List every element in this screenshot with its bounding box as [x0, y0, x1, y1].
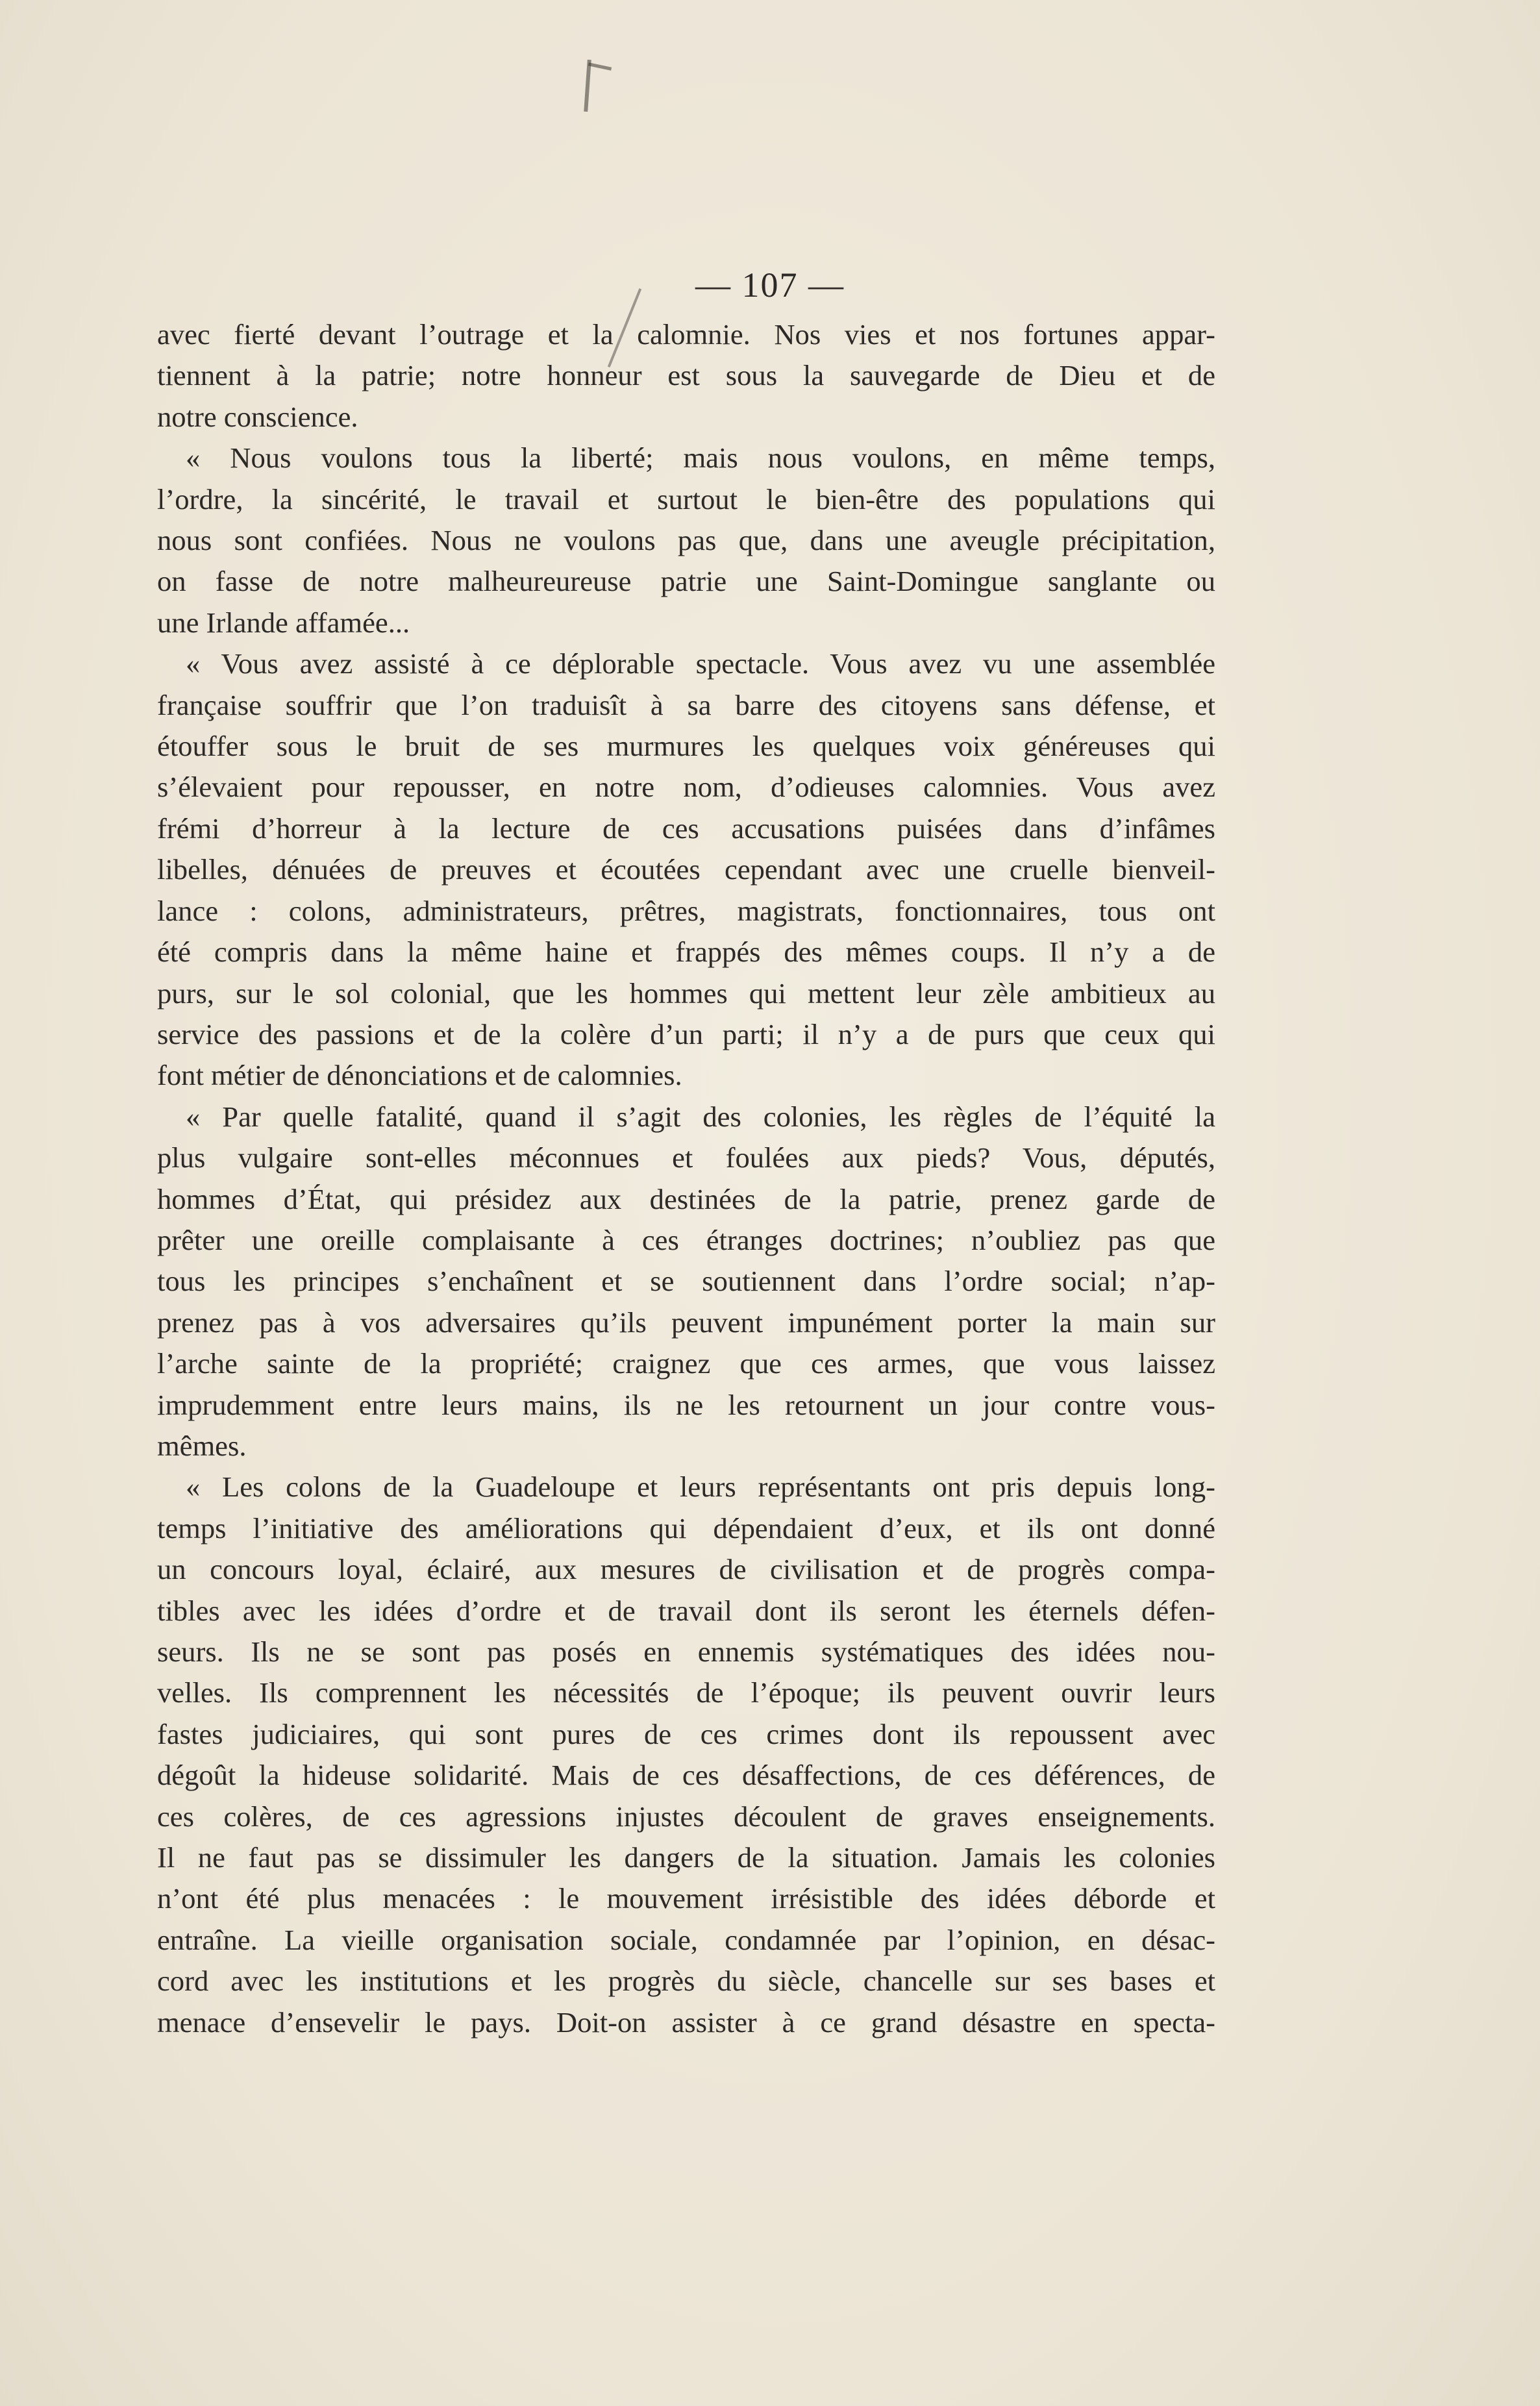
text-line: un concours loyal, éclairé, aux mesures de civilisation et de progrès compa- [157, 1553, 1215, 1586]
text-line: notre conscience. [157, 400, 358, 433]
text-line: prêter une oreille complaisante à ces étranges doctrines; n’oubliez pas que [157, 1223, 1215, 1256]
text-line: plus vulgaire sont-elles méconnues et foulées aux pieds? Vous, députés, [157, 1141, 1215, 1174]
text-line: purs, sur le sol colonial, que les hommes qui mettent leur zèle ambitieux au [157, 976, 1215, 1010]
text-line: l’ordre, la sincérité, le travail et surtout le bien-être des populations qui [157, 482, 1215, 515]
text-line: on fasse de notre malheureureuse patrie une Saint-Domingue sanglante ou [157, 565, 1215, 598]
text-line: française souffrir que l’on traduisît à sa barre des citoyens sans défense, et [157, 688, 1215, 721]
text-line: tiennent à la patrie; notre honneur est sous la sauvegarde de Dieu et de [157, 359, 1215, 392]
text-line: s’élevaient pour repousser, en notre nom, d’odieuses calomnies. Vous avez [157, 771, 1215, 804]
text-line: « Par quelle fatalité, quand il s’agit des colonies, les règles de l’équité la [186, 1100, 1215, 1133]
text-line: frémi d’horreur à la lecture de ces accusations puisées dans d’infâmes [157, 812, 1215, 845]
text-line: Il ne faut pas se dissimuler les dangers de la situation. Jamais les colonies [157, 1841, 1215, 1874]
text-line: imprudemment entre leurs mains, ils ne les retournent un jour contre vous- [157, 1388, 1215, 1421]
text-line: prenez pas à vos adversaires qu’ils peuvent impunément porter la main sur [157, 1306, 1215, 1339]
body-text [157, 314, 1215, 2043]
text-line: une Irlande affamée... [157, 606, 410, 639]
text-line: lance : colons, administrateurs, prêtres, magistrats, fonctionnaires, tous ont [157, 894, 1215, 927]
text-line: étouffer sous le bruit de ses murmures les quelques voix généreuses qui [157, 730, 1215, 763]
ink-mark-top-tail [588, 62, 612, 70]
text-line: nous sont confiées. Nous ne voulons pas que, dans une aveugle précipitation, [157, 524, 1215, 557]
text-line: « Vous avez assisté à ce déplorable spectacle. Vous avez vu une assemblée [186, 647, 1215, 680]
text-line: menace d’ensevelir le pays. Doit-on assister à ce grand désastre en specta- [157, 2005, 1215, 2039]
text-line: n’ont été plus menacées : le mouvement irrésistible des idées déborde et [157, 1882, 1215, 1915]
text-line: dégoût la hideuse solidarité. Mais de ces désaffections, de ces déférences, de [157, 1759, 1215, 1792]
text-line: fastes judiciaires, qui sont pures de ces crimes dont ils repoussent avec [157, 1717, 1215, 1750]
text-line: service des passions et de la colère d’un parti; il n’y a de purs que ceux qui [157, 1017, 1215, 1050]
text-line: « Les colons de la Guadeloupe et leurs représentants ont pris depuis long- [186, 1470, 1215, 1504]
text-line: tous les principes s’enchaînent et se soutiennent dans l’ordre social; n’ap- [157, 1265, 1215, 1298]
text-line: été compris dans la même haine et frappés des mêmes coups. Il n’y a de [157, 936, 1215, 969]
text-line: tibles avec les idées d’ordre et de travail dont ils seront les éternels défen- [157, 1594, 1215, 1627]
text-line: hommes d’État, qui présidez aux destinées de la patrie, prenez garde de [157, 1182, 1215, 1215]
text-line: avec fierté devant l’outrage et la calomnie. Nos vies et nos fortunes appar- [157, 318, 1215, 351]
text-line: mêmes. [157, 1429, 247, 1462]
text-line: seurs. Ils ne se sont pas posés en ennemis systématiques des idées nou- [157, 1635, 1215, 1668]
text-line: font métier de dénonciations et de calomnies. [157, 1059, 682, 1092]
text-line: « Nous voulons tous la liberté; mais nous voulons, en même temps, [186, 441, 1215, 475]
text-line: ces colères, de ces agressions injustes découlent de graves enseignements. [157, 1800, 1215, 1833]
text-line: l’arche sainte de la propriété; craignez que ces armes, que vous laissez [157, 1347, 1215, 1380]
ink-mark-top [584, 60, 591, 112]
text-line: entraîne. La vieille organisation sociale, condamnée par l’opinion, en désac- [157, 1923, 1215, 1956]
text-line: temps l’initiative des améliorations qui dépendaient d’eux, et ils ont donné [157, 1511, 1215, 1544]
text-line: velles. Ils comprennent les nécessités de l’époque; ils peuvent ouvrir leurs [157, 1676, 1215, 1709]
page-number: — 107 — [695, 266, 845, 304]
text-line: libelles, dénuées de preuves et écoutées cependant avec une cruelle bienveil- [157, 853, 1215, 886]
text-line: cord avec les institutions et les progrès du siècle, chancelle sur ses bases et [157, 1965, 1215, 1998]
